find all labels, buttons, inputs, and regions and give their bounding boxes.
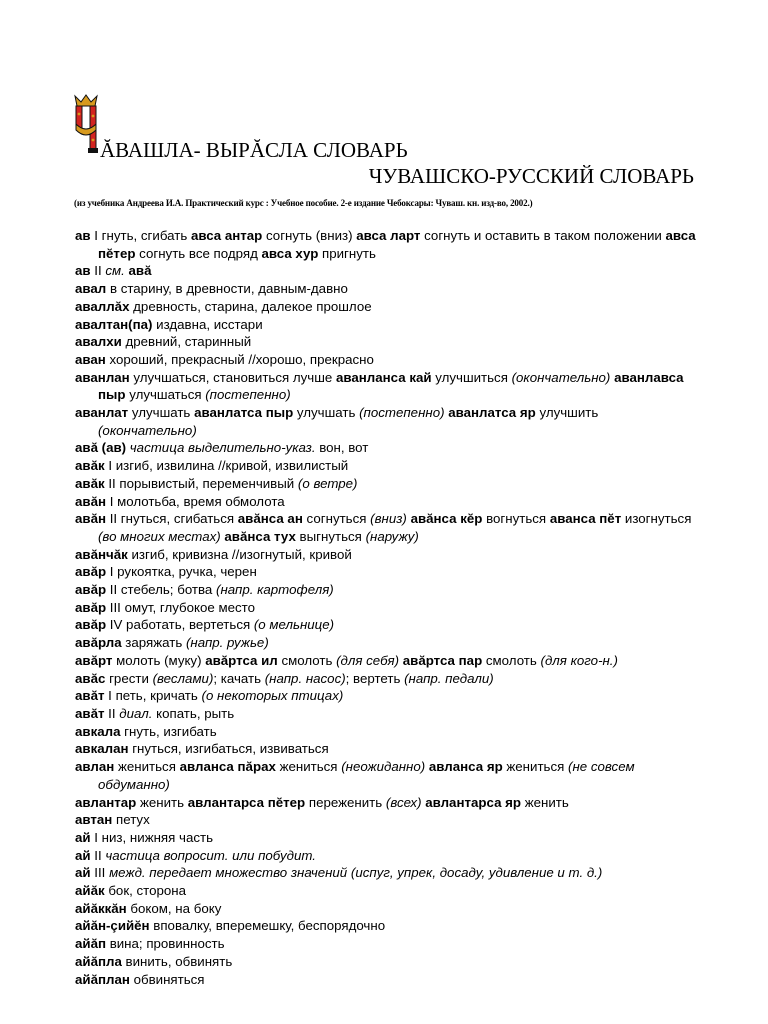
dictionary-entry (75, 794, 700, 812)
headword: авăр (75, 599, 107, 615)
definition-text: II (90, 847, 106, 863)
dictionary-entry (75, 439, 700, 457)
dictionary-entry (75, 616, 700, 634)
definition-text: улучшаться (125, 387, 206, 403)
definition-text: пригнуть (318, 245, 376, 261)
dictionary-entry-list (75, 227, 700, 988)
definition-text: издавна, исстари (152, 316, 263, 332)
headword: авалтан(па) (75, 316, 153, 332)
definition-text: винить, обвинять (121, 953, 233, 969)
dictionary-entry (75, 546, 700, 564)
dictionary-entry (75, 953, 700, 971)
definition-text: согнуться (302, 511, 371, 527)
headword: аваллăх (75, 298, 130, 314)
headword: авлантарса пĕтер (187, 794, 306, 810)
definition-text: I рукоятка, ручка, черен (106, 564, 257, 580)
headword: авăнчăк (75, 546, 128, 562)
definition-text: грести (105, 670, 153, 686)
definition-text: петух (112, 812, 150, 828)
headword: аванланса кай (335, 369, 432, 385)
definition-text: гнуться, изгибаться, извиваться (128, 741, 329, 757)
dictionary-entry (75, 900, 700, 918)
headword: авăт (75, 705, 105, 721)
dictionary-entry (75, 262, 700, 280)
grammar-note: межд. передает множество значений (испуг, упрек, досаду, удивление и т. д.) (109, 865, 603, 881)
definition-text: хороший, прекрасный //хорошо, прекрасно (105, 351, 374, 367)
definition-text: ; качать (213, 670, 265, 686)
definition-text: согнуть все подряд (135, 245, 262, 261)
definition-text: переженить (305, 794, 386, 810)
definition-text: III омут, глубокое место (106, 599, 256, 615)
headword: авса ларт (356, 228, 421, 243)
headword: авă (ав) (75, 440, 127, 456)
definition-text: боком, на боку (126, 900, 222, 916)
definition-text: IV работать, вертеться (106, 617, 254, 633)
headword: авăнса тух (224, 528, 296, 544)
definition-text: II гнуться, сгибаться (106, 511, 238, 527)
grammar-note: частица выделительно-указ. (129, 440, 316, 456)
definition-text: улучшать (128, 405, 195, 421)
definition-text: женить (136, 794, 188, 810)
dictionary-entry (75, 882, 700, 900)
definition-text: жениться (502, 759, 569, 775)
headword: авăрла (75, 635, 122, 651)
headword: авăк (75, 458, 105, 474)
grammar-note: (постепенно) (205, 387, 291, 403)
grammar-note: (вниз) (370, 511, 407, 527)
grammar-note: (неожиданно) (341, 759, 426, 775)
definition-text: смолоть (482, 652, 541, 668)
source-citation: (из учебника Андреева И.А. Практический курс : Учебное пособие. 2-е издание Чебоксары: Чуваш. кн. изд-во, 2002.) (74, 198, 533, 208)
dictionary-entry (75, 705, 700, 723)
grammar-note: частица вопросит. или побудит. (105, 847, 317, 863)
headword: аванлатса пыр (194, 405, 294, 421)
dictionary-entry (75, 475, 700, 493)
definition-text: III (90, 865, 110, 881)
headword: аванлан (75, 369, 130, 385)
grammar-note: (о мельнице) (253, 617, 335, 633)
headword: авăртса ил (205, 652, 278, 668)
definition-text: жениться (114, 759, 180, 775)
definition-text: заряжать (121, 635, 186, 651)
headword: авăрт (75, 652, 113, 668)
dictionary-entry (75, 369, 700, 404)
definition-text: бок, сторона (104, 883, 187, 899)
dictionary-entry (75, 298, 700, 316)
grammar-note: (о некоторых птицах) (201, 688, 344, 704)
headword: авланса яр (428, 759, 503, 775)
definition-text: вина; провинность (106, 936, 225, 952)
dictionary-entry (75, 581, 700, 599)
dictionary-entry (75, 829, 700, 847)
dictionary-entry (75, 510, 700, 545)
headword: авса пĕтер (98, 228, 696, 261)
dictionary-entry (75, 227, 700, 262)
grammar-note: (для кого-н.) (540, 652, 618, 668)
dictionary-entry (75, 723, 700, 741)
dictionary-entry (75, 758, 700, 793)
definition-text: изгиб, кривизна //изогнутый, кривой (127, 546, 352, 562)
headword: автан (75, 812, 113, 828)
definition-text: древность, старина, далекое прошлое (129, 298, 372, 314)
headword: ай (75, 829, 91, 845)
grammar-note: (постепенно) (359, 405, 445, 421)
title-chuvash: ĂВАШЛА- ВЫРĂСЛА СЛОВАРЬ (100, 138, 408, 162)
grammar-note: (веслами) (152, 670, 214, 686)
headword: авăс (75, 670, 106, 686)
headword: ав (75, 228, 91, 243)
headword: айăпла (75, 953, 122, 969)
headword: авкала (75, 723, 121, 739)
headword: авăртса пар (402, 652, 483, 668)
definition-text: улучшить (535, 405, 599, 421)
decorative-initial-letter-che (73, 94, 99, 154)
dictionary-entry (75, 935, 700, 953)
definition-text: вогнуться (482, 511, 550, 527)
headword: ай (75, 847, 91, 863)
grammar-note: (напр. ружье) (185, 635, 269, 651)
headword: авăт (75, 688, 105, 704)
title-russian: ЧУВАШСКО-РУССКИЙ СЛОВАРЬ (368, 164, 694, 188)
dictionary-entry (75, 740, 700, 758)
headword: авлантар (75, 794, 137, 810)
headword: авăнса ан (237, 511, 303, 527)
definition-text: улучшать (293, 405, 360, 421)
grammar-note: (напр. насос) (264, 670, 346, 686)
headword: авăн (75, 511, 106, 527)
dictionary-entry (75, 652, 700, 670)
definition-text: I низ, нижняя часть (90, 829, 214, 845)
definition-text: в старину, в древности, давным-давно (106, 281, 348, 297)
definition-text: I изгиб, извилина //кривой, извилистый (104, 458, 349, 474)
headword: авлантарса яр (425, 794, 522, 810)
headword: авăк (75, 475, 105, 491)
definition-text: копать, рыть (152, 705, 235, 721)
headword: авăр (75, 564, 107, 580)
definition-text: смолоть (277, 652, 337, 668)
headword: авăн (75, 493, 106, 509)
dictionary-entry (75, 563, 700, 581)
grammar-note: (всех) (385, 794, 422, 810)
definition-text: улучшиться (431, 369, 512, 385)
grammar-note: (окончательно) (511, 369, 611, 385)
definition-text: II порывистый, переменчивый (104, 475, 298, 491)
headword: аван (75, 351, 106, 367)
headword: авалхи (75, 334, 122, 350)
definition-text: II (90, 263, 106, 279)
definition-text: II стебель; ботва (106, 582, 217, 598)
dictionary-entry (75, 917, 700, 935)
headword: аванлатса яр (448, 405, 536, 421)
headword: айăн-çийĕн (75, 918, 150, 934)
dictionary-entry (75, 811, 700, 829)
definition-text: выгнуться (295, 528, 366, 544)
definition-text: изогнуться (621, 511, 692, 527)
definition-text: I петь, кричать (104, 688, 202, 704)
headword: авкалан (75, 741, 129, 757)
grammar-note: (окончательно) (98, 422, 197, 438)
headword: авса антар (190, 228, 263, 243)
headword: ав (75, 263, 91, 279)
headword: авланса пăрах (179, 759, 276, 775)
definition-text: ; вертеть (345, 670, 405, 686)
definition-text: согнуть и оставить в таком положении (420, 228, 666, 243)
grammar-note: диал. (119, 705, 153, 721)
definition-text: вон, вот (315, 440, 369, 456)
definition-text: улучшаться, становиться лучше (129, 369, 336, 385)
definition-text: согнуть (вниз) (262, 228, 357, 243)
dictionary-entry (75, 687, 700, 705)
definition-text: молоть (муку) (112, 652, 206, 668)
grammar-note: (наружу) (365, 528, 419, 544)
headword: айăк (75, 883, 105, 899)
grammar-note: (напр. картофеля) (216, 582, 334, 598)
headword: айăплан (75, 971, 130, 987)
definition-text: древний, старинный (121, 334, 252, 350)
headword: ай (75, 865, 91, 881)
definition-text: женить (521, 794, 569, 810)
definition-text: I молотьба, время обмолота (106, 493, 285, 509)
dictionary-entry (75, 670, 700, 688)
dictionary-entry (75, 847, 700, 865)
definition-text: II (104, 705, 120, 721)
grammar-note: (напр. педали) (404, 670, 494, 686)
headword: авăр (75, 582, 107, 598)
dictionary-entry (75, 634, 700, 652)
headword: аванлат (75, 405, 129, 421)
headword: аванлавса пыр (98, 369, 684, 403)
dictionary-entry (75, 316, 700, 334)
grammar-note: (не совсем обдуманно) (98, 759, 635, 792)
dictionary-entry (75, 457, 700, 475)
headword: авса хур (261, 245, 319, 261)
definition-text: I гнуть, сгибать (90, 228, 191, 243)
grammar-note: см. (105, 263, 125, 279)
dictionary-entry (75, 864, 700, 882)
headword: авлан (75, 759, 115, 775)
headword: авал (75, 281, 107, 297)
headword: айăккăн (75, 900, 127, 916)
grammar-note: (для себя) (336, 652, 400, 668)
definition-text: обвиняться (129, 971, 205, 987)
dictionary-entry (75, 280, 700, 298)
headword: аванса пĕт (549, 511, 622, 527)
headword: авă (128, 263, 152, 279)
definition-text: гнуть, изгибать (120, 723, 217, 739)
dictionary-entry (75, 404, 700, 439)
grammar-note: (о ветре) (297, 475, 358, 491)
dictionary-entry (75, 971, 700, 989)
dictionary-entry (75, 493, 700, 511)
grammar-note: (во многих местах) (98, 528, 221, 544)
definition-text: вповалку, вперемешку, беспорядочно (149, 918, 386, 934)
headword: авăнса кĕр (410, 511, 483, 527)
dictionary-entry (75, 599, 700, 617)
dictionary-entry (75, 351, 700, 369)
definition-text: жениться (275, 759, 342, 775)
headword: айăп (75, 936, 106, 952)
dictionary-entry (75, 333, 700, 351)
headword: авăр (75, 617, 107, 633)
